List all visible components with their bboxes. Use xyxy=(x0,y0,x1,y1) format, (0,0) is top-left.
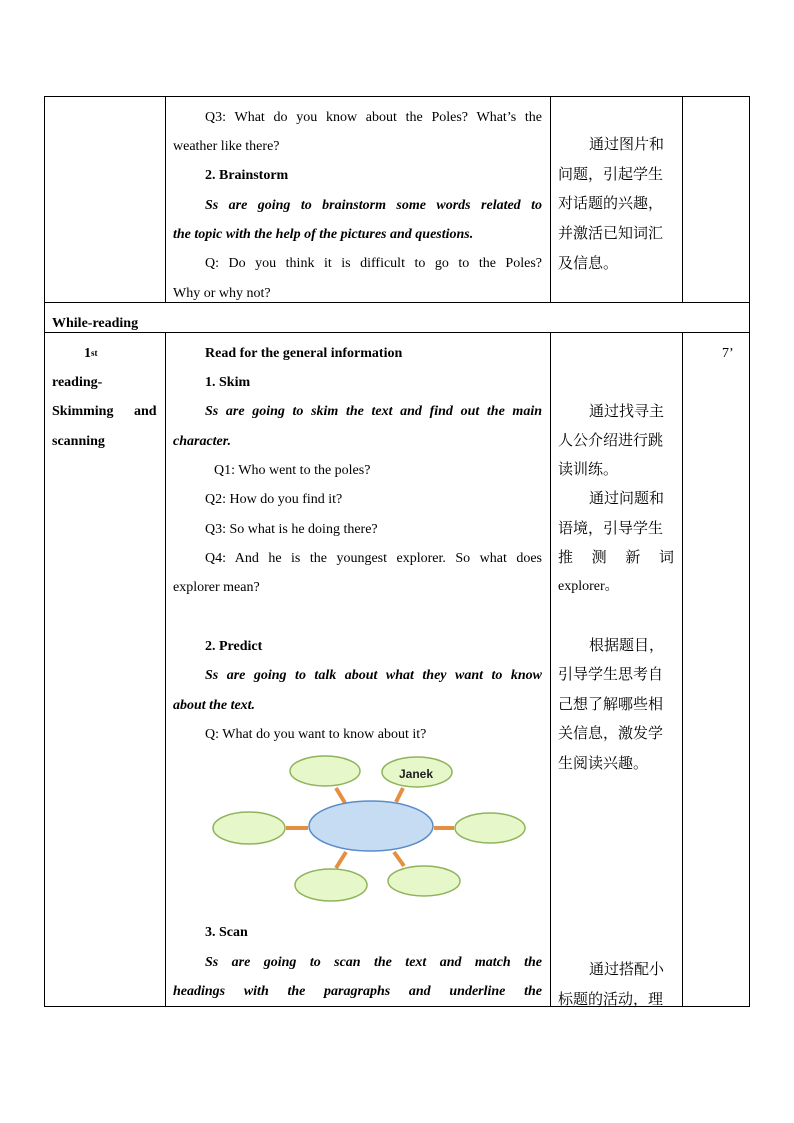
scan-heading: 3. Scan xyxy=(205,925,248,940)
stage-ordinal-number: 1 xyxy=(84,346,91,361)
predict-question: Q: What do you want to know about it? xyxy=(205,727,427,742)
stage-line2: reading- xyxy=(52,375,103,390)
skim-question-4-line2: explorer mean? xyxy=(173,580,260,595)
column-divider-2b xyxy=(550,332,551,1007)
purpose-predict-line2: 引导学生思考自 xyxy=(558,665,664,683)
purpose-top-line3: 对话题的兴趣， xyxy=(558,194,664,212)
purpose-top-line5: 及信息。 xyxy=(558,254,619,272)
skim-instruction-line1: Ss are going to skim the text and find out the main xyxy=(205,404,542,419)
purpose-predict-line5: 生阅读兴趣。 xyxy=(558,754,649,772)
purpose-guess-line4: explorer。 xyxy=(558,579,619,594)
predict-heading: 2. Predict xyxy=(205,639,263,654)
skim-question-2: Q2: How do you find it? xyxy=(205,492,343,507)
skim-question-4-line1: Q4: And he is the youngest explorer. So what does xyxy=(205,551,542,566)
purpose-predict-line4: 关信息，激发学 xyxy=(558,724,664,742)
table-border-top xyxy=(44,96,750,97)
purpose-skim-line1: 通过找寻主 xyxy=(589,402,665,420)
column-divider-1b xyxy=(165,332,166,1007)
brainstorm-instruction-line1: Ss are going to brainstorm some words related to xyxy=(205,198,542,213)
table-border-right xyxy=(749,96,750,1007)
brainstorm-heading: 2. Brainstorm xyxy=(205,168,289,183)
brainstorm-question-line2: Why or why not? xyxy=(173,286,271,301)
stage-skimming: Skimming xyxy=(52,404,114,419)
general-info-heading: Read for the general information xyxy=(205,346,403,361)
brainstorm-question-line1: Q: Do you think it is difficult to go to the Poles? xyxy=(205,256,542,271)
purpose-top-line2: 问题，引起学生 xyxy=(558,165,664,183)
pre-reading-q3-line2: weather like there? xyxy=(173,139,280,154)
purpose-top-line4: 并激活已知词汇 xyxy=(558,224,664,242)
purpose-guess-line1: 通过问题和 xyxy=(589,489,665,507)
predict-instruction-line2: about the text. xyxy=(173,698,256,713)
column-divider-3 xyxy=(682,96,683,303)
brainstorm-instruction-line2: the topic with the help of the pictures and questions. xyxy=(173,227,474,242)
connector-top-right xyxy=(396,788,403,802)
column-divider-2 xyxy=(550,96,551,303)
purpose-predict-line1: 根据题目， xyxy=(589,636,665,654)
table-divider-while-reading-top xyxy=(44,302,750,303)
purpose-predict-line3: 己想了解哪些相 xyxy=(558,695,664,713)
mind-map-node-bottom-left xyxy=(295,869,367,901)
skim-question-1: Q1: Who went to the poles? xyxy=(214,463,371,478)
table-border-left xyxy=(44,96,45,1007)
mind-map-center-node xyxy=(309,801,433,851)
column-divider-3b xyxy=(682,332,683,1007)
skim-heading: 1. Skim xyxy=(205,375,251,390)
stage-line4: scanning xyxy=(52,434,105,449)
pre-reading-q3-line1: Q3: What do you know about the Poles? What’s the xyxy=(205,110,542,125)
column-divider-1 xyxy=(165,96,166,303)
connector-bottom-left xyxy=(336,852,346,868)
stage-ordinal xyxy=(84,345,98,363)
mind-map-node-right xyxy=(455,813,525,843)
table-divider-while-reading-bottom xyxy=(44,332,750,333)
purpose-skim-line2: 人公介绍进行跳 xyxy=(558,431,664,449)
purpose-guess-line2: 语境，引导学生 xyxy=(558,519,664,537)
purpose-scan-line2: 标题的活动，理 xyxy=(558,990,664,1008)
mind-map-node-top-left xyxy=(290,756,360,786)
mind-map-diagram xyxy=(200,752,540,912)
section-label-while-reading: While-reading xyxy=(52,316,139,331)
purpose-scan-line1: 通过搭配小 xyxy=(589,960,665,978)
purpose-skim-line3: 读训练。 xyxy=(558,460,619,478)
purpose-top-line1: 通过图片和 xyxy=(589,135,665,153)
mind-map-node-bottom-right xyxy=(388,866,460,896)
time-allocation: 7’ xyxy=(722,346,734,361)
connector-bottom-right xyxy=(394,852,404,866)
mind-map-node-left xyxy=(213,812,285,844)
purpose-guess-line3: 推测新词 xyxy=(558,548,674,566)
skim-instruction-line2: character. xyxy=(173,434,231,449)
scan-instruction-line1: Ss are going to scan the text and match the xyxy=(205,955,542,970)
stage-ordinal-suffix: st xyxy=(91,348,98,358)
stage-and: and xyxy=(134,404,157,419)
predict-instruction-line1: Ss are going to talk about what they want to know xyxy=(205,668,542,683)
scan-instruction-line2: headings with the paragraphs and underline the xyxy=(173,984,542,999)
mind-map-label-janek: Janek xyxy=(398,767,434,781)
connector-top-left xyxy=(336,788,345,803)
skim-question-3: Q3: So what is he doing there? xyxy=(205,522,378,537)
